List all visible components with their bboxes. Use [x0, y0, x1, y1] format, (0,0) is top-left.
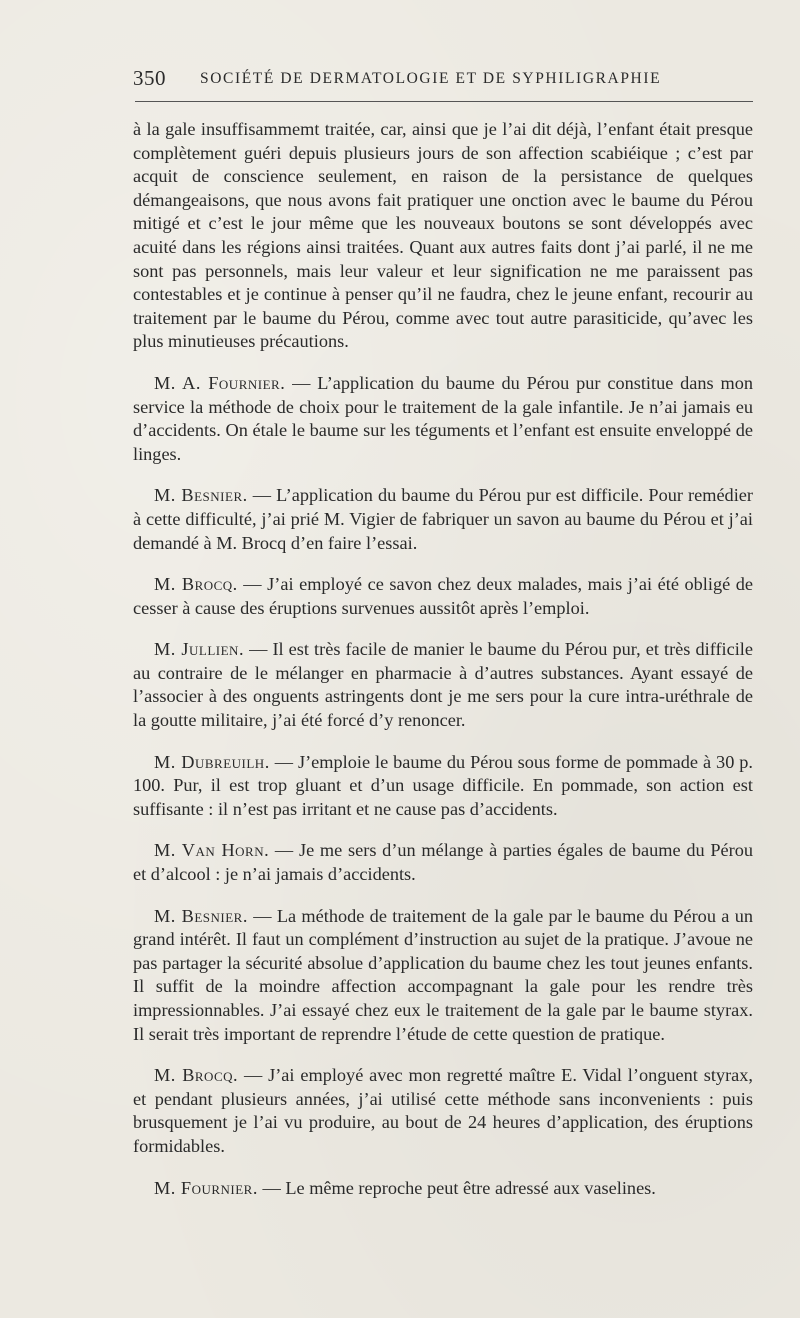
speaker-name: M. Van Horn.	[154, 840, 270, 861]
paragraph-speech	[133, 751, 753, 822]
paragraph-text: — J’ai employé avec mon regretté maître E. Vidal l’onguent styrax, et pendant plusieurs années, j’ai utilisé cette méthode sans inconvenients : puis brusquement je l’ai vu produire, au bout de 24 heures d’application, des éruptions formidables.	[133, 1065, 753, 1156]
paragraph-speech	[133, 1064, 753, 1158]
speaker-name: M. Fournier.	[154, 1177, 258, 1198]
paragraph-text: — Je me sers d’un mélange à parties égales de baume du Pérou et d’alcool : je n’ai jamais d’accidents.	[133, 840, 753, 885]
paragraph-speech	[133, 1177, 753, 1201]
paragraph-text: — L’application du baume du Pérou pur constitue dans mon service la méthode de choix pour le traitement de la gale infantile. Je n’ai jamais eu d’accidents. On étale le baume sur les téguments et l’enfant est ensuite enveloppé de linges.	[133, 372, 754, 464]
paragraph-text: — Il est très facile de manier le baume du Pérou pur, et très difficile au contraire de le mélanger en pharmacie à d’autres substances. Ayant essayé de l’associer à des onguents astringents dont je me sers pour la cure intra-uréthrale de la goutte militaire, j’ai été forcé d’y renoncer.	[133, 639, 753, 731]
paragraph-text: à la gale insuffisammemt traitée, car, ainsi que je l’ai dit déjà, l’enfant était presque complètement guéri depuis plusieurs jours de son affection scabiéique ; c’est par acquit de conscience seulement, en raison de la persistance de quelques démangeaisons, que nous avons fait pratiquer une onction avec le baume du Pérou mitigé et c’est le jour même que les nouveaux boutons se sont développés avec acuité dans les régions ainsi traitées. Quant aux autres faits dont j’ai parlé, il ne me sont pas personnels, mais leur valeur et leur signification ne me paraissent pas contestables et je continue à penser qu’il ne faudra, chez le jeune enfant, recourir au traitement par le baume du Pérou, comme avec tout autre parasiticide, qu’avec les plus minutieuses précautions.	[133, 119, 753, 352]
paragraph-speech	[133, 484, 753, 555]
paragraph-speech	[133, 839, 753, 886]
paragraph-text: — J’ai employé ce savon chez deux malades, mais j’ai été obligé de cesser à cause des éruptions survenues aussitôt après l’emploi.	[133, 574, 753, 618]
paragraph-text: — La méthode de traitement de la gale par le baume du Pérou a un grand intérêt. Il faut un complément d’instruction au sujet de la pratique. J’avoue ne pas partager la sécurité absolue d’application du baume chez les tout jeunes enfants. Il suffit de la moindre affection accompagnant la gale pour les rendre très impressionnables. J’ai essayé chez eux le traitement de la gale par le baume styrax. Il serait très important de reprendre l’étude de cette question de pratique.	[133, 905, 753, 1044]
paragraph-text: — J’emploie le baume du Pérou sous forme de pommade à 30 p. 100. Pur, il est trop gluant et d’un usage difficile. En pommade, son action est suffisante : il n’est pas irritant et ne cause pas d’accidents.	[133, 751, 754, 819]
speaker-name: M. A. Fournier.	[154, 372, 286, 393]
speaker-name: M. Dubreuilh.	[154, 751, 270, 772]
speaker-name: M. Besnier.	[154, 905, 248, 926]
paragraph-continuation	[133, 118, 753, 354]
paragraph-speech	[133, 573, 753, 620]
paragraph-speech	[133, 372, 753, 466]
running-title: SOCIÉTÉ DE DERMATOLOGIE ET DE SYPHILIGRAPHIE	[200, 70, 662, 87]
paragraph-text: — L’application du baume du Pérou pur est difficile. Pour remédier à cette difficulté, j’ai prié M. Vigier de fabriquer un savon au baume du Pérou et j’ai demandé à M. Brocq d’en faire l’essai.	[133, 485, 753, 553]
paragraph-text: — Le même reproche peut être adressé aux vaselines.	[257, 1177, 656, 1198]
speaker-name: M. Besnier.	[154, 485, 248, 506]
page-header	[133, 66, 753, 96]
body-text	[133, 118, 753, 1218]
paragraph-speech	[133, 638, 753, 732]
speaker-name: M. Jullien.	[154, 639, 245, 660]
speaker-name: M. Brocq.	[154, 1065, 239, 1086]
paragraph-speech	[133, 905, 753, 1047]
speaker-name: M. Brocq.	[154, 574, 238, 595]
header-rule	[135, 101, 753, 102]
page-number: 350	[133, 66, 166, 90]
